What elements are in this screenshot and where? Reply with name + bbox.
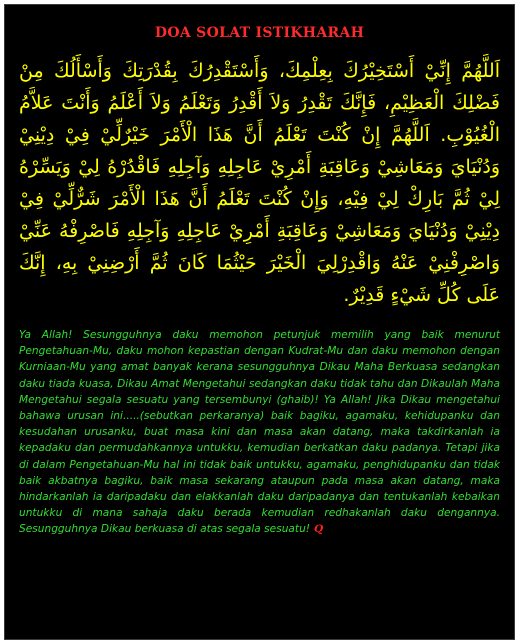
- end-mark-icon: Q: [314, 523, 324, 536]
- document-title: DOA SOLAT ISTIKHARAH: [154, 25, 365, 41]
- translation-text: Ya Allah! Sesungguhnya daku memohon petunjuk memilih yang baik menurut Pengetahuan-Mu, daku mohon kepastian dengan Kudrat-Mu dan daku memohon dengan Kurniaan-Mu yang amat banyak kerana sesungguhnya Dikau Maha Berkuasa sedangkan daku tiada kuasa, Dikau Amat Mengetahui sedangkan daku tidak tahu dan Dikaulah Maha Mengetahui segala sesuatu yang tersembunyi (ghaib)! Ya Allah! Jika Dikau mengetahui bahawa urusan ini.....(sebutkan perkaranya) baik bagiku, agamaku, kehidupanku dan kesudahan urusanku, buat masa kini dan masa akan datang, maka takdirkanlah ia kepadaku dan permudahkannya untukku, kemudian berkatkan daku padanya. Tetapi jika di dalam Pengetahuan-Mu hal ini tidak baik untukku, agamaku, penghidupanku dan tidak baik akbatnya bagiku, baik masa sekarang ataupun pada masa akan datang, maka hindarkanlah ia daripadaku dan elakkanlah daku daripadanya dan tentukanlah kebaikan untukku di mana sahaja daku berada kemudian redhakanlah daku dengannya. Sesungguhnya Dikau berkuasa di atas segala sesuatu!: [19, 329, 500, 536]
- arabic-prayer-text: اَللَّهُمَّ إِنِّيْ أَسْتَخِيْرُكَ بِعِلْمِكَ، وَأَسْتَقْدِرُكَ بِقُدْرَتِكَ وَأَسْأَلُكَ مِنْ فَضْلِكَ الْعَظِيْمِ، فَإِنَّكَ تَقْدِرُ وَلاَ أَقْدِرُ وَتَعْلَمُ وَلاَ أَعْلَمُ وَأَنْتَ عَلاَّمُ الْغُيُوْبِ. اَللَّهُمَّ إِنْ كُنْتَ تَعْلَمُ أَنَّ هَذَا الْأَمْرَ خَيْرٌلِّيْ فِيْ دِيْنِيْ وَدُنْيَايَ وَمَعَاشِيْ وَعَاقِبَةِ أَمْرِيْ عَاجِلِهِ وَآجِلِهِ فَاقْدُرْهُ لِيْ وَيَسِّرْهُ لِيْ ثُمَّ بَارِكْ لِيْ فِيْهِ، وَإِنْ كُنْتَ تَعْلَمُ أَنَّ هَذَا الْأَمْرَ شَرٌّلِّيْ فِيْ دِيْنِيْ وَدُنْيَايَ وَمَعَاشِيْ وَعَاقِبَةِ أَمْرِيْ عَاجِلِهِ وَآجِلِهِ فَاصْرِفْهُ عَنِّيْ وَاصْرِفْنِيْ عَنْهُ وَاقْدِرْلِيَ الْخَيْرَ حَيْثُمَا كَانَ ثُمَّ أَرْضِنِيْ بِهِ، إِنَّكَ عَلَى كُلِّ شَيْءٍ قَدِيْرٌ.: [19, 60, 500, 306]
- translation-paragraph: [19, 327, 500, 538]
- document-panel: [4, 4, 515, 640]
